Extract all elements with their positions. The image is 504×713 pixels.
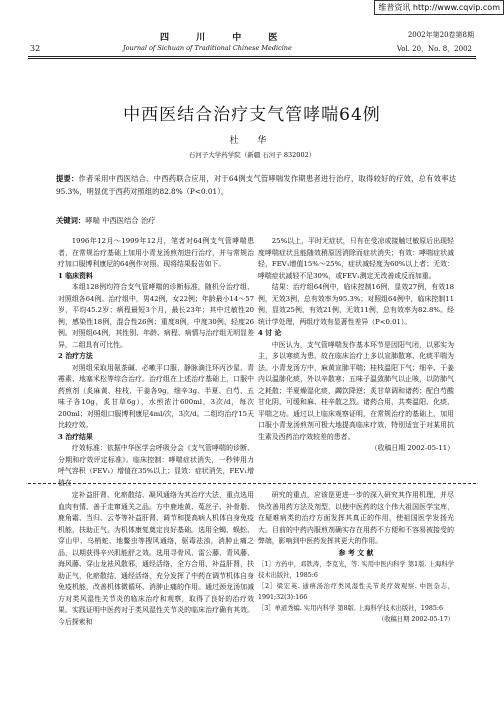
section-divider (28, 483, 476, 484)
abstract-label: 提要： (56, 174, 79, 183)
keywords (56, 216, 156, 226)
body-paragraph: 中医认为，支气管哮喘发作基本环节是因阳气闭，以邪实为主，多以寒痰为患，故在临床治疗上多以宣肺散寒、化痰平喘为法。小青龙汤方中，麻黄宣肺平喘；桂枝温阳下气；细辛、干姜内以温肺化痰，外以辛散寒；五味子温敛肺气以止咳，以防肺气之耗散；半夏燥湿化痰，蠲饮降逆；炙甘草调和诸药；配白芍酸甘化阴，可缓和麻、桂辛散之烈。诸药合用，共奏温阳、化痰、平喘之功。通过以上临床观察证明，在常规治疗的基础上，加用口服小青龙汤煎剂可极大地提高临床疗效，特别适宜于对某用抗生素及西药治疗效较差的患者。 (258, 340, 454, 441)
abstract (56, 172, 456, 198)
body-paragraph: 对照组采取用氨茶碱、必嗽平口服、静脉滴注环丙沙星、青霉素、地塞米松等综合治疗。治疗组在上述治疗基础上，口服中药煎剂（炙麻黄、桂枝、干姜各9g，细辛3g、半夏、白芍、五味子各10g，炙甘草6g），水煎浓汁600ml，3次/d，每次200ml；对照组口服博利康尼4ml/次，3次/d。二组均治疗15天比较疗效。 (58, 363, 254, 429)
reference-item: ［3］单道秀编. 实用内科学 第8版. 上海科学技术出版社，1985:6 (258, 605, 444, 612)
section-heading: 4 讨 论 (258, 329, 282, 337)
journal-title-cn: 四 川 中 医 (160, 33, 290, 43)
author: 杜 华 (229, 136, 275, 146)
affiliation: 石河子大学药学院（新疆 石河子 832002） (188, 151, 316, 159)
abstract-text: 作者采用中西医结合、中西药联合应用，对于64例支气管哮喘发作期患者进行治疗，取得较好的疗效，总有效率达95.3%，明显优于西药对照组的82.8%（P<0.01）。 (56, 174, 457, 196)
keywords-text: 哮喘 中西医结合 治疗 (85, 216, 156, 225)
reference-item: ［1］方药中，邓铁涛，李克光，等. 实用中医内科学 第1版. 上海科学技术出版社，1985:6 (258, 561, 454, 579)
column-left-top (58, 236, 254, 489)
received-date: （收稿日期 2002-05-11） (370, 444, 454, 452)
received-date: （收稿日期 2002-05-17） (377, 616, 454, 623)
reference-item: ［2］梁宏英. 通痹汤治疗类风湿性关节炎疗效观察. 中医杂志，1991;32(3):166 (258, 583, 454, 601)
column-left-bottom (58, 490, 254, 628)
body-paragraph: 结果：治疗组64例中，临床控制16例，显效27例，有效18例，无效3例，总有效率为95.3%；对照组64例中，临床控制11例，显效25例，有效21例，无效11例，总有效率为82.8%。经统计学处理，两组疗效有显著性差异（P<0.01）。 (258, 283, 454, 326)
column-right-top (258, 236, 454, 455)
references-heading: 参 考 文 献 (338, 548, 374, 557)
journal-title-en: Journal of Sichuan of Traditional Chinese Medicine (123, 44, 292, 52)
section-heading: 2 治疗方法 (58, 352, 93, 360)
body-paragraph: 定补益肝肾、化瘀散结、凝风通络为其治疗大法，重点选用血肉有情、善于走窜通关之品。方中鹿地黄、菟丝子、补骨脂、鹿角霜、当归、云苓等补益肝肾，调节和提高病人机体自身免疫机能，扶助正气，为机体康复奠定良好基础。选用全蝎、蜈蚣、穿山甲、乌梢蛇、地鳖虫等搜风通络，驱毒祛浊，消肿止痛之品，以期获得辛兴肌能舒之效。选用寻骨风、雷公藤、青风藤、海风藤、穿山龙袪风散邪，通经活络，全方合用，补益肝肾，扶助正气，化瘀散结，通经活络，充分发挥了中药在调节机体自身免疫机能，改善机体微循环、消肿止痛的作用。通过颈龙汤加减方对类风湿性关节炎的临床治疗和观察，取得了良好的治疗效果。实践证明中医药对于类风湿性关节炎的临床治疗确有其效。今后探索和 (58, 491, 254, 626)
page-number: 32 (30, 44, 41, 53)
reference-list (258, 559, 454, 625)
body-paragraph: 1996年12月～1999年12月，笔者对64例支气管哮喘患者，在常规治疗基础上加用小青龙汤煎剂进行治疗，并与常规治疗加口服博利康尼的64例作对照。现将结果报告如下。 (58, 237, 254, 268)
body-paragraph: 研究的重点，应该是更进一步的深入研究其作用机理，并尽快改善用药方法及剂型，以使中医药的这个伟大祖国医学宝库，在疑难病类的治疗方面发挥其真正的作用，使祖国医学发扬光大。目前的中药内服煎剂确实存在用药不方便和不容易被接受的弊端，影响到中医药发挥其更大的作用。 (258, 491, 454, 545)
body-paragraph: 25%以上，平时无症状，只有在受凉或接触过敏原后出现轻度哮喘症状且能随效稍原因消除而症状消失；有效：哮喘症状减轻，FEV₁增值15%～25%，症状减轻度为60%以上者；无效：哮喘症状减轻不足30%，或FEV₁测定无改善或反而加重。 (258, 237, 454, 280)
keywords-label: 关键词： (56, 216, 86, 225)
header-rule-2 (28, 58, 476, 59)
issue-info-cn: 2002年第20卷第8期 (407, 31, 474, 39)
issue-info-en: Vol. 20，No. 8，2002 (396, 45, 472, 53)
article-title: 中西医结合治疗支气管哮喘64例 (123, 105, 381, 125)
body-paragraph: 本组128例均符合支气管哮喘的诊断标准，随机分治疗组、对照组各64例。治疗组中，男42例，女22例；年龄最小14～57岁，平均45.2岁；病程最短3个月，最长23年；其中过敏性20例，感染性18例，混合性26例；重度8例，中度30例，轻度26例。对照组64例，其性别、年龄、病程、病情与治疗组无明显差异，二组具有可比性。 (58, 283, 254, 349)
header-rule (28, 56, 476, 57)
column-right-bottom (258, 490, 454, 625)
section-heading: 1 临床资料 (58, 271, 93, 280)
body-paragraph: 疗效标准：依据中华医学会呼吸分会《支气管哮喘的诊断、分期和疗效评定标准》。临床控制：哮喘症状消失，一秒钟用力呼气容积（FEV₁）增值在35%以上；显效：症状消失，FEV₁增值在 (58, 444, 254, 487)
watermark-url[interactable]: 维普资讯 http://www.cqvip.com (374, 0, 504, 15)
section-heading: 3 治疗结果 (58, 432, 93, 441)
